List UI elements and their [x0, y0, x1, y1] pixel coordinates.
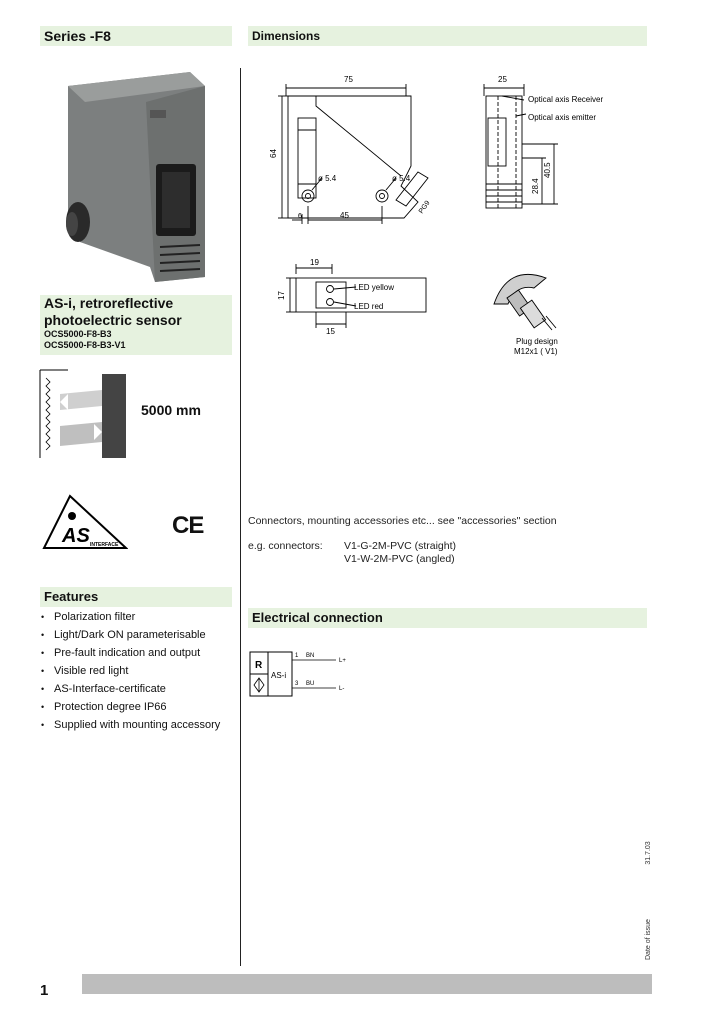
- dimensions-title: Dimensions: [252, 29, 321, 43]
- wiring-diagram: [248, 648, 378, 700]
- dimension-drawing: [246, 66, 646, 366]
- series-title: Series -F8: [44, 28, 111, 44]
- dim-17: 17: [277, 291, 286, 300]
- connector-straight: V1-G-2M-PVC (straight): [344, 540, 457, 552]
- model-number-1: OCS5000-F8-B3: [44, 329, 112, 339]
- dim-25: 25: [498, 75, 507, 84]
- model-number-2: OCS5000-F8-B3-V1: [44, 340, 126, 350]
- connector-angled: V1-W-2M-PVC (angled): [344, 553, 455, 565]
- feature-item: • AS-Interface-certificate: [40, 682, 235, 700]
- feature-item: • Polarization filter: [40, 610, 235, 628]
- product-title-line2: photoelectric sensor: [44, 312, 182, 328]
- feature-item: • Light/Dark ON parameterisable: [40, 628, 235, 646]
- dim-40-5: 40.5: [543, 162, 552, 178]
- feature-item: • Pre-fault indication and output: [40, 646, 235, 664]
- plug-design-label: Plug design: [516, 337, 558, 346]
- pin1-label: 1: [295, 653, 299, 659]
- plug-type-label: M12x1 ( V1): [514, 347, 558, 356]
- column-divider: [240, 68, 241, 966]
- features-title: Features: [44, 589, 99, 604]
- asi-logo-label: INTERFACE: [90, 542, 119, 548]
- led-yellow-label: LED yellow: [354, 283, 395, 292]
- bn-label: BN: [306, 653, 315, 659]
- wiring-r-label: R: [255, 660, 263, 671]
- electrical-title: Electrical connection: [252, 610, 383, 625]
- dim-15: 15: [326, 327, 335, 336]
- product-title-line1: AS-i, retroreflective: [44, 295, 174, 311]
- ce-mark-icon: CE: [172, 512, 204, 539]
- optical-axis-emitter: Optical axis emitter: [528, 113, 597, 122]
- feature-item: • Supplied with mounting accessory: [40, 718, 235, 736]
- dim-64: 64: [269, 149, 278, 158]
- dim-dia-1: ø 5.4: [318, 174, 337, 183]
- retroreflective-symbol: [38, 368, 130, 462]
- wiring-asi-label: AS-i: [271, 671, 287, 680]
- dim-6: 6: [298, 213, 302, 220]
- dimensions-header: [248, 26, 647, 46]
- feature-item: • Visible red light: [40, 664, 235, 682]
- product-title-block: [40, 295, 232, 355]
- dim-19: 19: [310, 258, 319, 267]
- sensor-photo: [60, 72, 220, 284]
- date-label: Date of issue: [645, 919, 652, 960]
- lminus-label: L-: [339, 686, 345, 692]
- date-code: [645, 841, 652, 960]
- dim-45: 45: [340, 211, 349, 220]
- lplus-label: L+: [339, 658, 346, 664]
- sensing-range: 5000 mm: [141, 402, 201, 418]
- series-header: [40, 26, 232, 46]
- date-value: 31.7.03: [645, 841, 652, 865]
- page-number: 1: [40, 982, 49, 999]
- dim-dia-2: ø 5.4: [392, 174, 411, 183]
- accessories-note: Connectors, mounting accessories etc... see "accessories" section: [248, 515, 557, 527]
- electrical-header: [248, 608, 647, 628]
- bu-label: BU: [306, 681, 315, 687]
- svg-text:AS: AS: [62, 525, 90, 547]
- dim-28-4: 28.4: [531, 178, 540, 194]
- connectors-label: e.g. connectors:: [248, 540, 323, 552]
- optical-axis-receiver: Optical axis Receiver: [528, 95, 604, 104]
- feature-item: • Protection degree IP66: [40, 700, 235, 718]
- pin3-label: 3: [295, 681, 299, 687]
- dim-pg9: PG9: [417, 199, 432, 216]
- footer-bar: [82, 974, 652, 994]
- features-list: [40, 610, 235, 736]
- dim-75: 75: [344, 75, 353, 84]
- asi-logo-icon: [40, 492, 128, 552]
- features-header: [40, 587, 232, 607]
- led-red-label: LED red: [354, 302, 384, 311]
